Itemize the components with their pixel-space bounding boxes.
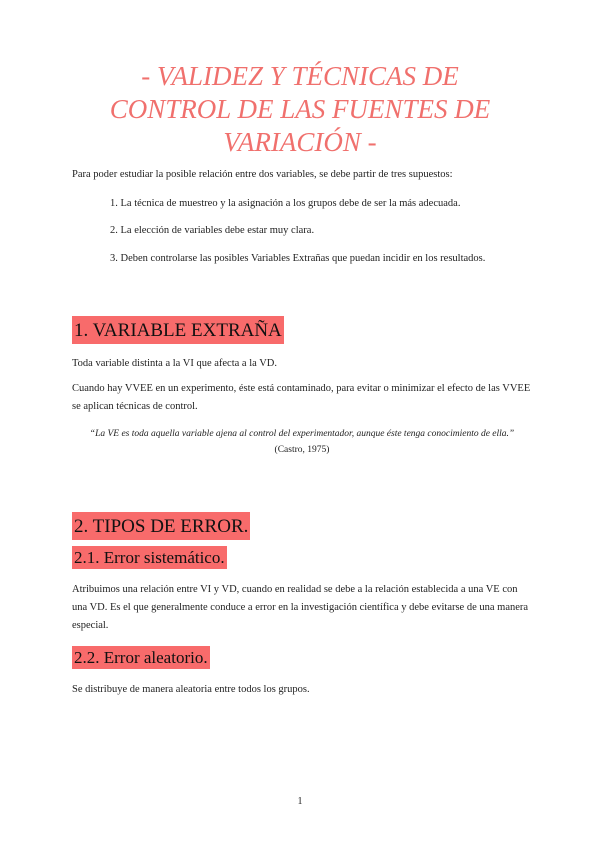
assumption-item-3: 3. Deben controlarse las posibles Variables Extrañas que puedan incidir en los resultados. bbox=[110, 253, 486, 264]
assumption-item-1: 1. La técnica de muestreo y la asignación a los grupos debe de ser la más adecuada. bbox=[110, 198, 461, 209]
definition-quote bbox=[72, 426, 532, 458]
subsection-2-2-paragraph: Se distribuye de manera aleatoria entre todos los grupos. bbox=[72, 684, 310, 695]
section-1-heading: 1. VARIABLE EXTRAÑA bbox=[72, 316, 284, 344]
document-title: - VALIDEZ Y TÉCNICAS DE CONTROL DE LAS FUENTES DE VARIACIÓN - bbox=[109, 61, 491, 157]
quote-citation: (Castro, 1975) bbox=[274, 445, 330, 455]
section-1-paragraph-2: Cuando hay VVEE en un experimento, éste está contaminado, para evitar o minimizar el efecto de las VVEE se aplican técnicas de control. bbox=[72, 383, 531, 412]
section-1-paragraph-1: Toda variable distinta a la VI que afecta a la VD. bbox=[72, 358, 278, 369]
subsection-2-1-paragraph: Atribuimos una relación entre VI y VD, cuando en realidad se debe a la relación establecida a una VE con una VD. Es el que generalmente conduce a error en la investigación científica y debe evitarse de una manera especial. bbox=[72, 584, 529, 631]
assumption-item-2: 2. La elección de variables debe estar muy clara. bbox=[110, 225, 315, 236]
section-2-heading: 2. TIPOS DE ERROR. bbox=[72, 512, 250, 540]
subsection-2-2-heading: 2.2. Error aleatorio. bbox=[74, 648, 208, 667]
quote-text: “La VE es toda aquella variable ajena al control del experimentador, aunque éste tenga conocimiento de ella.” bbox=[89, 429, 515, 439]
subsection-2-1-heading: 2.1. Error sistemático. bbox=[74, 548, 225, 567]
page-number: 1 bbox=[297, 796, 303, 807]
intro-paragraph: Para poder estudiar la posible relación entre dos variables, se debe partir de tres supuestos: bbox=[72, 169, 453, 180]
